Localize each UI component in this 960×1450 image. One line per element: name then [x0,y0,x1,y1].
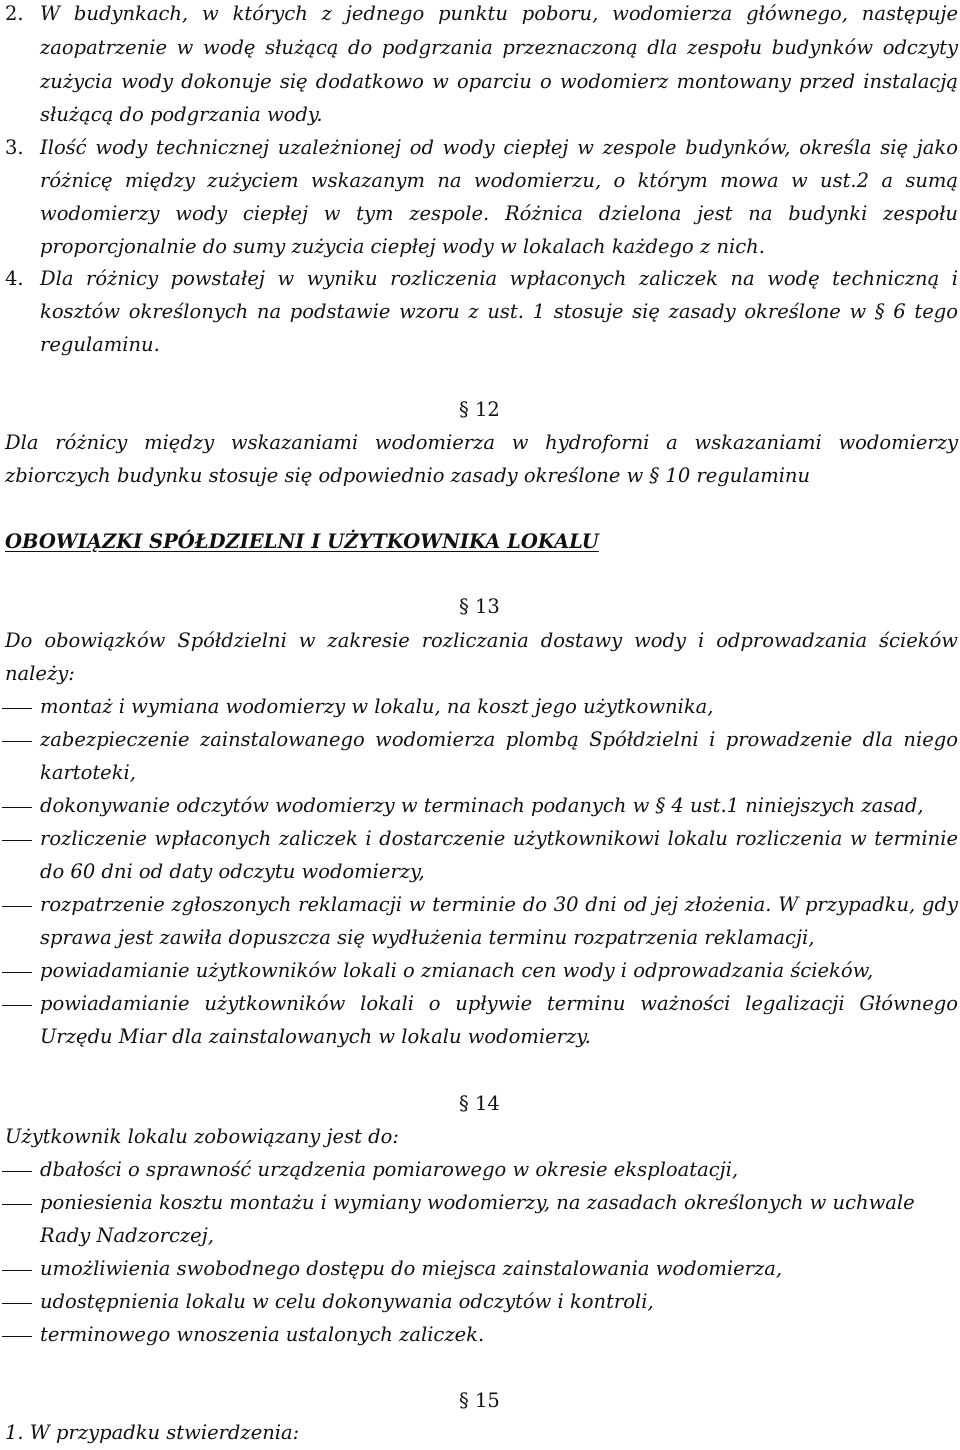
section-14-list-item: udostępnienia lokalu w celu dokonywania odczytów i kontroli, [40,1290,654,1313]
section-14-list-item-cont: Rady Nadzorczej, [40,1224,214,1247]
section-15-title: § 15 [459,1389,500,1412]
paragraph-2-line: zużycia wody dokonuje się dodatkowo w oparciu o wodomierz montowany przed instalacją [40,70,958,93]
section-12-title: § 12 [459,398,500,421]
paragraph-2-line: zaopatrzenie w wodę służącą do podgrzania przeznaczoną dla zespołu budynków odczyty [40,36,958,59]
list-dash-icon [2,840,32,841]
section-13-list-item-cont: do 60 dni od daty odczytu wodomierzy, [40,860,425,883]
list-dash-icon [2,1171,32,1172]
list-dash-icon [2,1204,32,1205]
section-13-list-item: rozpatrzenie zgłoszonych reklamacji w terminie do 30 dni od jej złożenia. W przypadku, gdy [40,893,958,916]
section-13-list-item-cont: sprawa jest zawiła dopuszcza się wydłużenia terminu rozpatrzenia reklamacji, [40,926,815,949]
paragraph-3-number: 3. [5,136,24,159]
section-13-list-item-cont: Urzędu Miar dla zainstalowanych w lokalu wodomierzy. [40,1025,591,1048]
section-14-list-item: dbałości o sprawność urządzenia pomiarowego w okresie eksploatacji, [40,1158,739,1181]
paragraph-2-number: 2. [5,2,24,25]
section-13-title: § 13 [459,595,500,618]
paragraph-4-number: 4. [5,267,24,290]
chapter-heading: OBOWIĄZKI SPÓŁDZIELNI I UŻYTKOWNIKA LOKALU [5,530,599,553]
list-dash-icon [2,972,32,973]
paragraph-3-line: wodomierzy wody ciepłej w tym zespole. Różnica dzielona jest na budynki zespołu [40,202,958,225]
section-13-list-item: powiadamianie użytkowników lokali o upływie terminu ważności legalizacji Głównego [40,992,958,1015]
section-13-list-item: powiadamianie użytkowników lokali o zmianach cen wody i odprowadzania ścieków, [40,959,874,982]
list-dash-icon [2,1303,32,1304]
section-13-list-item: zabezpieczenie zainstalowanego wodomierza plombą Spółdzielni i prowadzenie dla niego [40,728,958,751]
section-14-title: § 14 [459,1092,500,1115]
paragraph-3-line: Ilość wody technicznej uzależnionej od wody ciepłej w zespole budynków, określa się jako [40,136,958,159]
paragraph-4-line: regulaminu. [40,333,160,356]
paragraph-3-line: różnicę między zużyciem wskazanym na wodomierzu, o którym mowa w ust.2 a sumą [40,169,958,192]
section-13-list-item: montaż i wymiana wodomierzy w lokalu, na koszt jego użytkownika, [40,695,714,718]
list-dash-icon [2,1005,32,1006]
section-12-line: zbiorczych budynku stosuje się odpowiednio zasady określone w § 10 regulaminu [5,464,811,487]
section-13-intro-line: Do obowiązków Spółdzielni w zakresie rozliczania dostawy wody i odprowadzania ścieków [5,629,958,652]
list-dash-icon [2,741,32,742]
section-15-first-line: 1. W przypadku stwierdzenia: [5,1421,300,1444]
section-14-list-item: poniesienia kosztu montażu i wymiany wodomierzy, na zasadach określonych w uchwale [40,1191,915,1214]
paragraph-3-line: proporcjonalnie do sumy zużycia ciepłej wody w lokalach każdego z nich. [40,235,765,258]
paragraph-4-line: Dla różnicy powstałej w wyniku rozliczenia wpłaconych zaliczek na wodę techniczną i [40,267,958,290]
section-13-list-item: rozliczenie wpłaconych zaliczek i dostarczenie użytkownikowi lokalu rozliczenia w terminie [40,827,958,850]
list-dash-icon [2,906,32,907]
section-14-intro: Użytkownik lokalu zobowiązany jest do: [5,1125,399,1148]
section-14-list-item: terminowego wnoszenia ustalonych zaliczek. [40,1323,485,1346]
list-dash-icon [2,708,32,709]
section-13-list-item: dokonywanie odczytów wodomierzy w terminach podanych w § 4 ust.1 niniejszych zasad, [40,794,924,817]
paragraph-2-line: służącą do podgrzania wody. [40,103,323,126]
list-dash-icon [2,807,32,808]
paragraph-4-line: kosztów określonych na podstawie wzoru z ust. 1 stosuje się zasady określone w § 6 tego [40,300,958,323]
section-13-list-item-cont: kartoteki, [40,761,136,784]
list-dash-icon [2,1270,32,1271]
section-14-list-item: umożliwienia swobodnego dostępu do miejsca zainstalowania wodomierza, [40,1257,783,1280]
list-dash-icon [2,1336,32,1337]
paragraph-2-line: W budynkach, w których z jednego punktu poboru, wodomierza głównego, następuje [40,2,958,25]
section-13-intro-line: należy: [5,662,75,685]
section-12-line: Dla różnicy między wskazaniami wodomierza w hydroforni a wskazaniami wodomierzy [5,431,958,454]
